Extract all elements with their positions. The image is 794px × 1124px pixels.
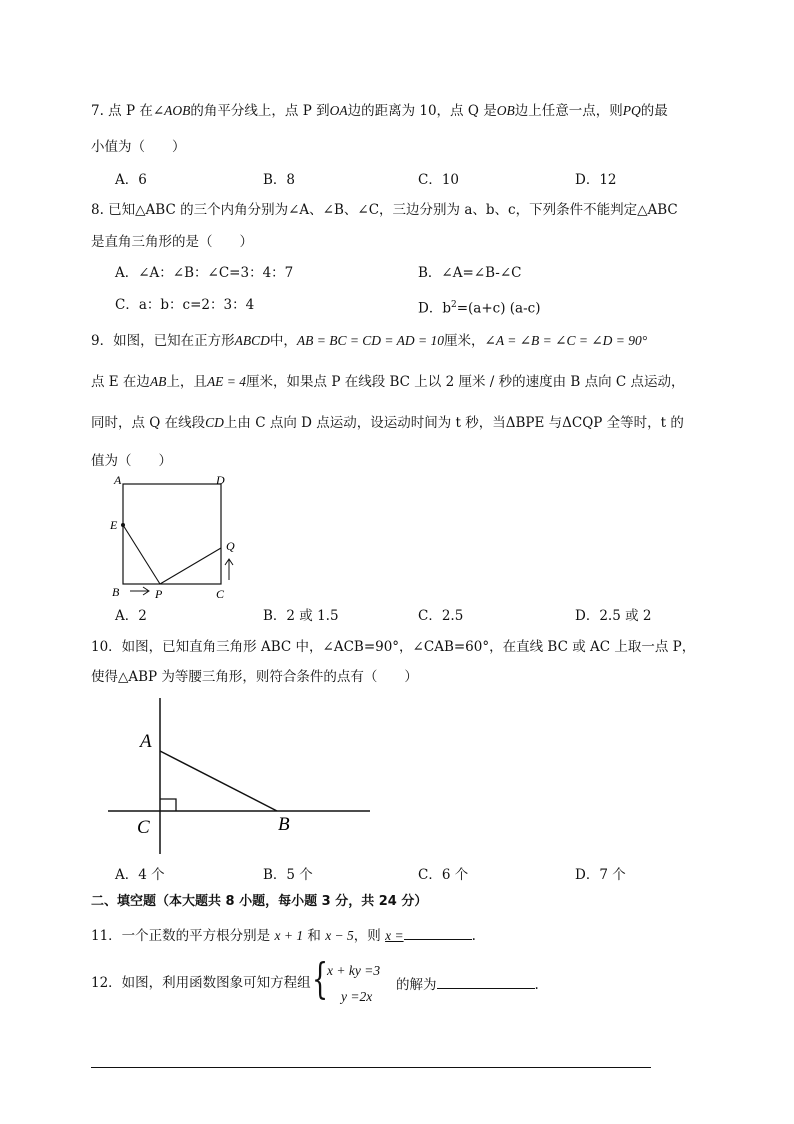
q10-option-c: C．6 个 xyxy=(418,867,469,883)
q8-line2: 是直角三角形的是（ ） xyxy=(91,234,253,250)
segment-ab xyxy=(160,751,277,811)
q9-option-d: D．2.5 或 2 xyxy=(575,608,652,624)
q8-option-c: C．a：b：c=2：3：4 xyxy=(115,297,255,313)
footer-divider xyxy=(91,1067,651,1068)
q8-line1: 8. 已知△ABC 的三个内角分别为∠A、∠B、∠C，三边分别为 a、b、c，下列条件不能判定△ABC xyxy=(91,202,678,218)
q7-option-c: C．10 xyxy=(418,172,460,188)
square-abcd xyxy=(123,484,221,584)
q9-line2: 点 E 在边AB上，且AE = 4厘米，如果点 P 在线段 BC 上以 2 厘米 / 秒的速度由 B 点向 C 点运动， xyxy=(91,374,685,390)
label-b: B xyxy=(278,814,290,835)
label-q: Q xyxy=(226,539,235,553)
q7-option-b: B．8 xyxy=(263,172,296,188)
system-brace: { xyxy=(312,954,329,1003)
q10-option-b: B．5 个 xyxy=(263,867,313,883)
label-p: P xyxy=(155,587,163,601)
q9-option-b: B．2 或 1.5 xyxy=(263,608,339,624)
section2-title: 二、填空题（本大题共 8 小题，每小题 3 分，共 24 分） xyxy=(91,894,428,909)
label-b: B xyxy=(112,585,120,599)
q10-line2: 使得△ABP 为等腰三角形，则符合条件的点有（ ） xyxy=(91,669,418,685)
q12-equation-1: x + ky =3 xyxy=(327,963,381,978)
segment-ep xyxy=(123,525,160,584)
label-d: D xyxy=(216,473,225,487)
point-e xyxy=(121,523,125,527)
q12-equation-2: y =2x xyxy=(341,989,373,1004)
q10-line1: 10．如图，已知直角三角形 ABC 中，∠ACB=90°，∠CAB=60°，在直线 BC 或 AC 上取一点 P， xyxy=(91,639,696,655)
q12-prefix: 12．如图，利用函数图象可知方程组 xyxy=(91,975,311,991)
q11-line: 11．一个正数的平方根分别是 x + 1 和 x − 5，则 x = . xyxy=(91,925,476,945)
q10-figure xyxy=(100,696,380,861)
label-c: C xyxy=(137,817,150,838)
q9-line4: 值为（ ） xyxy=(91,453,172,469)
label-a: A xyxy=(114,473,122,487)
label-c: C xyxy=(216,587,225,601)
q8-option-b: B．∠A=∠B-∠C xyxy=(418,265,522,281)
q9-line1: 9．如图，已知在正方形ABCD中，AB = BC = CD = AD = 10厘米，∠A = ∠B = ∠C = ∠D = 90° xyxy=(91,333,648,349)
q7-option-a: A．6 xyxy=(115,172,147,188)
right-angle-mark xyxy=(160,799,176,811)
q9-line3: 同时，点 Q 在线段CD上由 C 点向 D 点运动，设运动时间为 t 秒，当ΔBPE 与ΔCQP 全等时，t 的 xyxy=(91,415,684,431)
q10-option-d: D．7 个 xyxy=(575,867,626,883)
q9-option-a: A．2 xyxy=(115,608,147,624)
q10-option-a: A．4 个 xyxy=(115,867,165,883)
q8-option-a: A．∠A：∠B：∠C=3：4：7 xyxy=(115,265,294,281)
segment-pq xyxy=(160,548,221,584)
q12-answer-blank[interactable] xyxy=(437,974,535,989)
q9-figure xyxy=(100,470,250,605)
q7-option-d: D．12 xyxy=(575,172,617,188)
q9-option-c: C．2.5 xyxy=(418,608,464,624)
label-a: A xyxy=(140,731,152,752)
q8-option-d: D．$b^2=(a+c)$ (a-c) xyxy=(418,300,541,317)
q11-answer-blank[interactable] xyxy=(404,925,472,940)
label-e: E xyxy=(110,518,118,532)
q7-line1: 7. 点 P 在∠AOB的角平分线上，点 P 到OA边的距离为 10，点 Q 是OB边上任意一点，则PQ的最 xyxy=(91,103,668,119)
q12-suffix: 的解为 . xyxy=(396,974,539,994)
q7-line2: 小值为（ ） xyxy=(91,139,186,155)
